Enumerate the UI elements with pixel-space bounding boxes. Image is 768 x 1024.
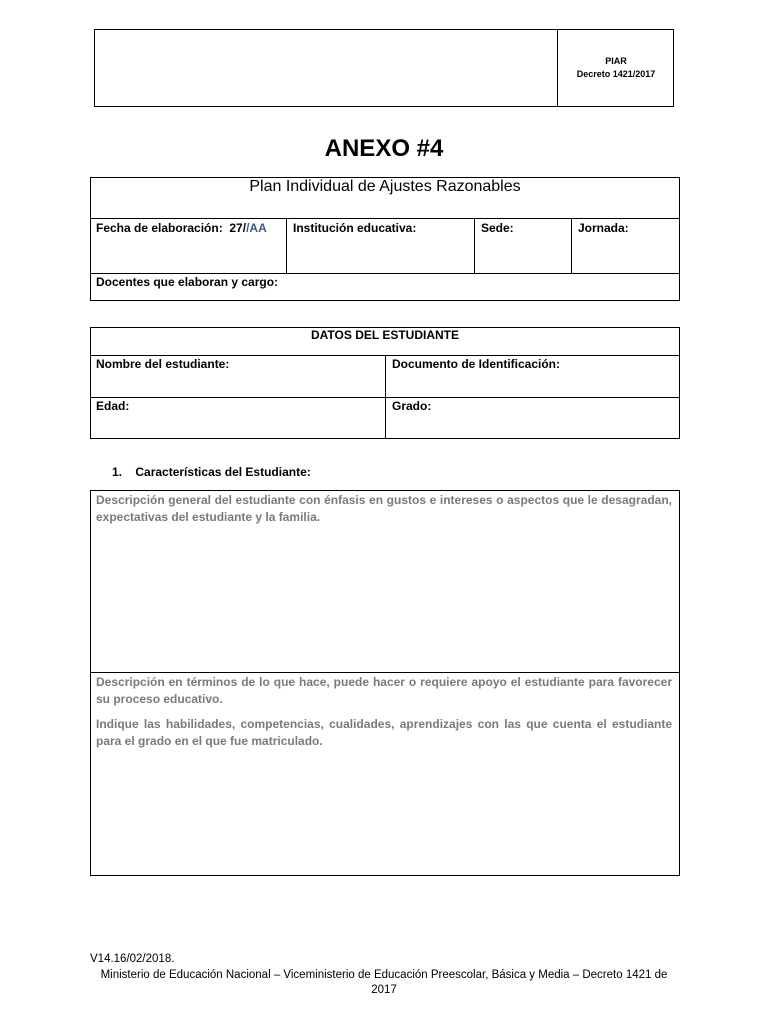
description-hint-2[interactable]: Descripción en términos de lo que hace, puede hacer o requiere apoyo el estudiante para favorecer su proceso educativo. [96, 675, 672, 706]
section-1-number: 1. [112, 465, 123, 479]
footer-version: V14.16/02/2018. [90, 953, 175, 965]
plan-col-divider-2 [474, 218, 475, 273]
description-hint-1[interactable]: Descripción general del estudiante con énfasis en gustos e intereses o aspectos que le desagradan, expectativas del estudiante y la familia. [96, 493, 672, 524]
jornada-label: Jornada: [578, 221, 629, 235]
section-1-title: Características del Estudiante: [135, 465, 311, 479]
fecha-field[interactable] [96, 221, 267, 235]
plan-col-divider-1 [286, 218, 287, 273]
header-piar-label [558, 55, 674, 81]
fecha-value-a: 27/ [229, 221, 247, 235]
annex-title: ANEXO #4 [324, 135, 444, 162]
sede-label: Sede: [481, 221, 514, 235]
student-data-title: DATOS DEL ESTUDIANTE [310, 328, 459, 342]
decreto-text: Decreto 1421/2017 [576, 69, 656, 79]
grado-label: Grado: [392, 399, 432, 413]
plan-col-divider-3 [571, 218, 572, 273]
fecha-label: Fecha de elaboración: [96, 221, 223, 235]
fecha-value-b: /AA [246, 221, 267, 235]
nombre-label: Nombre del estudiante: [96, 357, 230, 371]
plan-title: Plan Individual de Ajustes Razonables [249, 178, 521, 195]
plan-row-divider-1 [90, 218, 680, 219]
section-1-heading [112, 465, 311, 479]
plan-row-divider-2 [90, 273, 680, 274]
institucion-label: Institución educativa: [293, 221, 417, 235]
datos-col-divider [385, 355, 386, 439]
edad-label: Edad: [96, 399, 130, 413]
description-hint-3[interactable]: Indique las habilidades, competencias, cualidades, aprendizajes con las que cuenta el estudiante para el grado en el que fue matriculado. [96, 717, 672, 748]
docentes-label: Docentes que elaboran y cargo: [96, 275, 279, 289]
characteristics-divider [90, 672, 680, 673]
documento-label: Documento de Identificación: [392, 357, 561, 371]
footer-ministry: Ministerio de Educación Nacional – Viceministerio de Educación Preescolar, Básica y Media – Decreto 1421 de 2017 [100, 969, 668, 996]
piar-text: PIAR [605, 56, 627, 66]
